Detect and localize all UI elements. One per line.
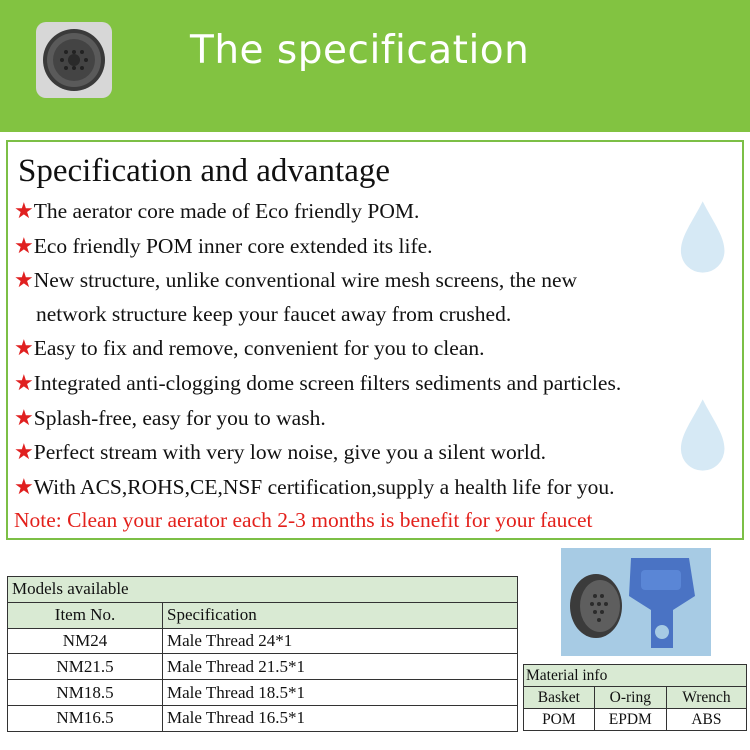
star-icon: ★ [14, 473, 34, 499]
product-image [561, 548, 711, 656]
table-header-row [524, 687, 747, 709]
list-item: ★With ACS,ROHS,CE,NSF certification,supply a health life for you. [14, 473, 615, 499]
table-caption-row [8, 577, 518, 603]
column-header: Wrench [666, 687, 746, 709]
list-item: ★The aerator core made of Eco friendly POM. [14, 198, 420, 223]
table-row [8, 705, 518, 731]
specification-cell: Male Thread 16.5*1 [163, 705, 518, 731]
models-caption: Models available [8, 577, 518, 603]
specification-panel [6, 140, 744, 540]
list-item: ★Eco friendly POM inner core extended its life. [14, 232, 433, 258]
header-banner [0, 0, 750, 132]
material-cell: ABS [666, 709, 746, 731]
spec-title: Specification and advantage [18, 153, 391, 189]
table-caption-row [524, 665, 747, 687]
star-icon: ★ [14, 198, 34, 223]
list-item: ★New structure, unlike conventional wire mesh screens, the new network structure keep your faucet away from crushed. [14, 267, 578, 326]
list-item: ★Perfect stream with very low noise, give you a silent world. [14, 439, 547, 465]
table-row [524, 709, 747, 731]
column-header: O-ring [594, 687, 666, 709]
material-cell: EPDM [594, 709, 666, 731]
maintenance-note: Note: Clean your aerator each 2-3 months is benefit for your faucet [14, 508, 593, 533]
column-header: Specification [163, 602, 518, 628]
spec-list [14, 194, 736, 504]
star-icon: ★ [14, 267, 34, 293]
table-row [8, 680, 518, 706]
item-no-cell: NM18.5 [8, 680, 163, 706]
list-item: ★Splash-free, easy for you to wash. [14, 404, 326, 430]
list-item: ★Integrated anti-clogging dome screen filters sediments and particles. [14, 369, 622, 395]
table-header-row [8, 602, 518, 628]
column-header: Basket [524, 687, 595, 709]
column-header: Item No. [8, 602, 163, 628]
material-table [523, 664, 747, 731]
specification-cell: Male Thread 21.5*1 [163, 654, 518, 680]
star-icon: ★ [14, 335, 34, 361]
specification-cell: Male Thread 18.5*1 [163, 680, 518, 706]
item-no-cell: NM21.5 [8, 654, 163, 680]
aerator-icon [36, 22, 112, 98]
item-no-cell: NM24 [8, 628, 163, 654]
star-icon: ★ [14, 404, 34, 430]
material-caption: Material info [524, 665, 747, 687]
models-table [7, 576, 518, 732]
star-icon: ★ [14, 439, 34, 465]
item-no-cell: NM16.5 [8, 705, 163, 731]
table-row [8, 654, 518, 680]
table-row [8, 628, 518, 654]
list-item: ★Easy to fix and remove, convenient for you to clean. [14, 335, 485, 361]
specification-cell: Male Thread 24*1 [163, 628, 518, 654]
star-icon: ★ [14, 232, 34, 258]
material-cell: POM [524, 709, 595, 731]
header-title: The specification [190, 28, 530, 73]
star-icon: ★ [14, 369, 34, 395]
